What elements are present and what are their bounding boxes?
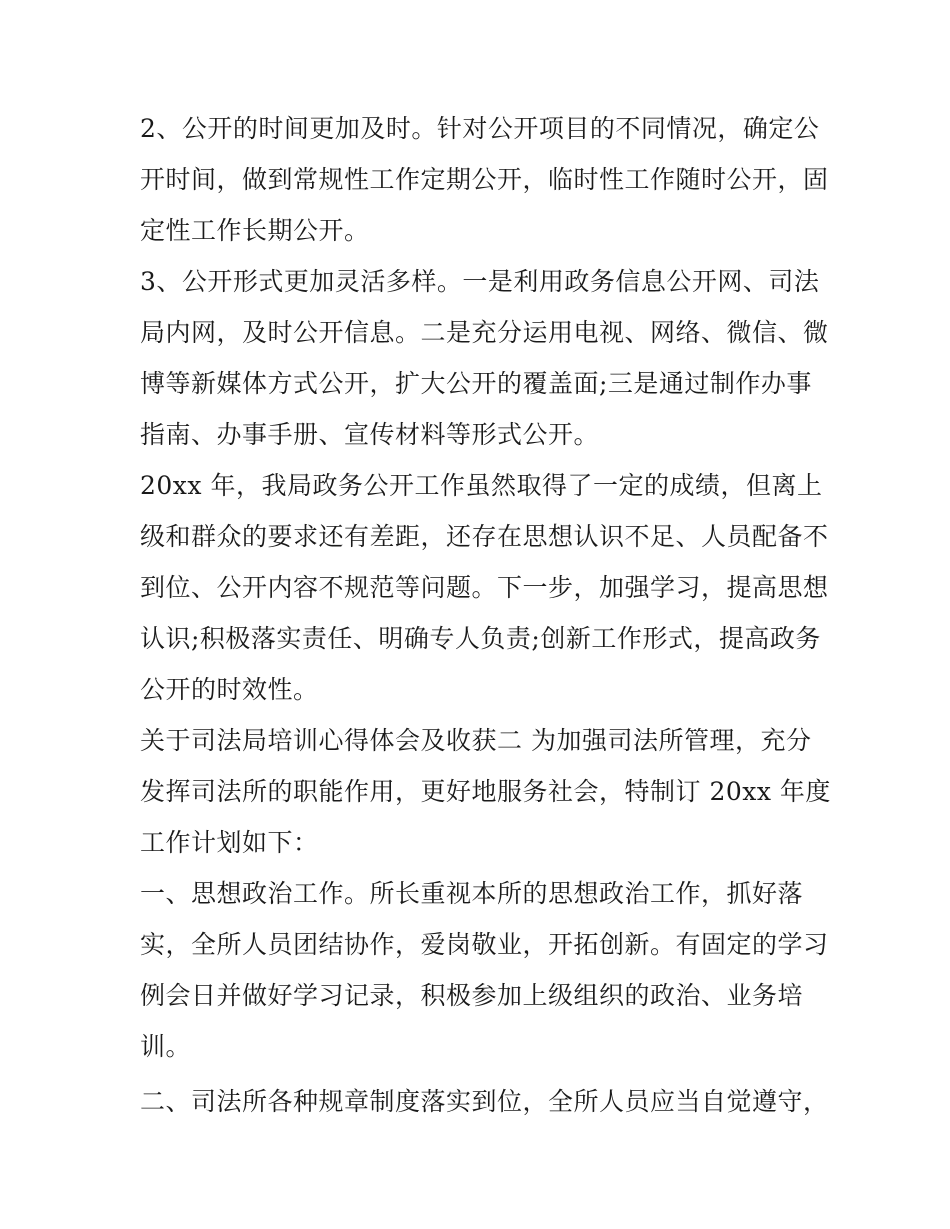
text-line: 到位、公开内容不规范等问题。下一步，加强学习，提高思想 <box>140 573 829 602</box>
text-line: 训。 <box>140 1032 192 1061</box>
text-line: 博等新媒体方式公开，扩大公开的覆盖面;三是通过制作办事 <box>140 369 812 398</box>
text-line: 实，全所人员团结协作，爱岗敬业，开拓创新。有固定的学习 <box>140 930 829 959</box>
text-line: 级和群众的要求还有差距，还存在思想认识不足、人员配备不 <box>140 522 829 551</box>
text-line: 例会日并做好学习记录，积极参加上级组织的政治、业务培 <box>140 981 804 1010</box>
text-line: 发挥司法所的职能作用，更好地服务社会，特制订 20xx 年度 <box>140 777 831 806</box>
text-line: 一、思想政治工作。所长重视本所的思想政治工作，抓好落 <box>140 879 804 908</box>
text-line: 关于司法局培训心得体会及收获二 为加强司法所管理，充分 <box>140 726 812 755</box>
text-line: 局内网，及时公开信息。二是充分运用电视、网络、微信、微 <box>140 318 829 347</box>
text-line: 定性工作长期公开。 <box>140 216 370 245</box>
text-line: 2、公开的时间更加及时。针对公开项目的不同情况，确定公 <box>140 114 820 143</box>
text-line: 公开的时效性。 <box>140 675 319 704</box>
text-line: 20xx 年，我局政务公开工作虽然取得了一定的成绩，但离上 <box>140 471 823 500</box>
text-line: 开时间，做到常规性工作定期公开，临时性工作随时公开，固 <box>140 165 829 194</box>
text-line: 认识;积极落实责任、明确专人负责;创新工作形式，提高政务 <box>140 624 821 653</box>
text-line: 工作计划如下： <box>140 828 319 857</box>
text-line: 二、司法所各种规章制度落实到位，全所人员应当自觉遵守， <box>140 1087 829 1116</box>
text-line: 3、公开形式更加灵活多样。一是利用政务信息公开网、司法 <box>140 267 820 296</box>
text-line: 指南、办事手册、宣传材料等形式公开。 <box>140 420 600 449</box>
document-body <box>140 103 831 1127</box>
